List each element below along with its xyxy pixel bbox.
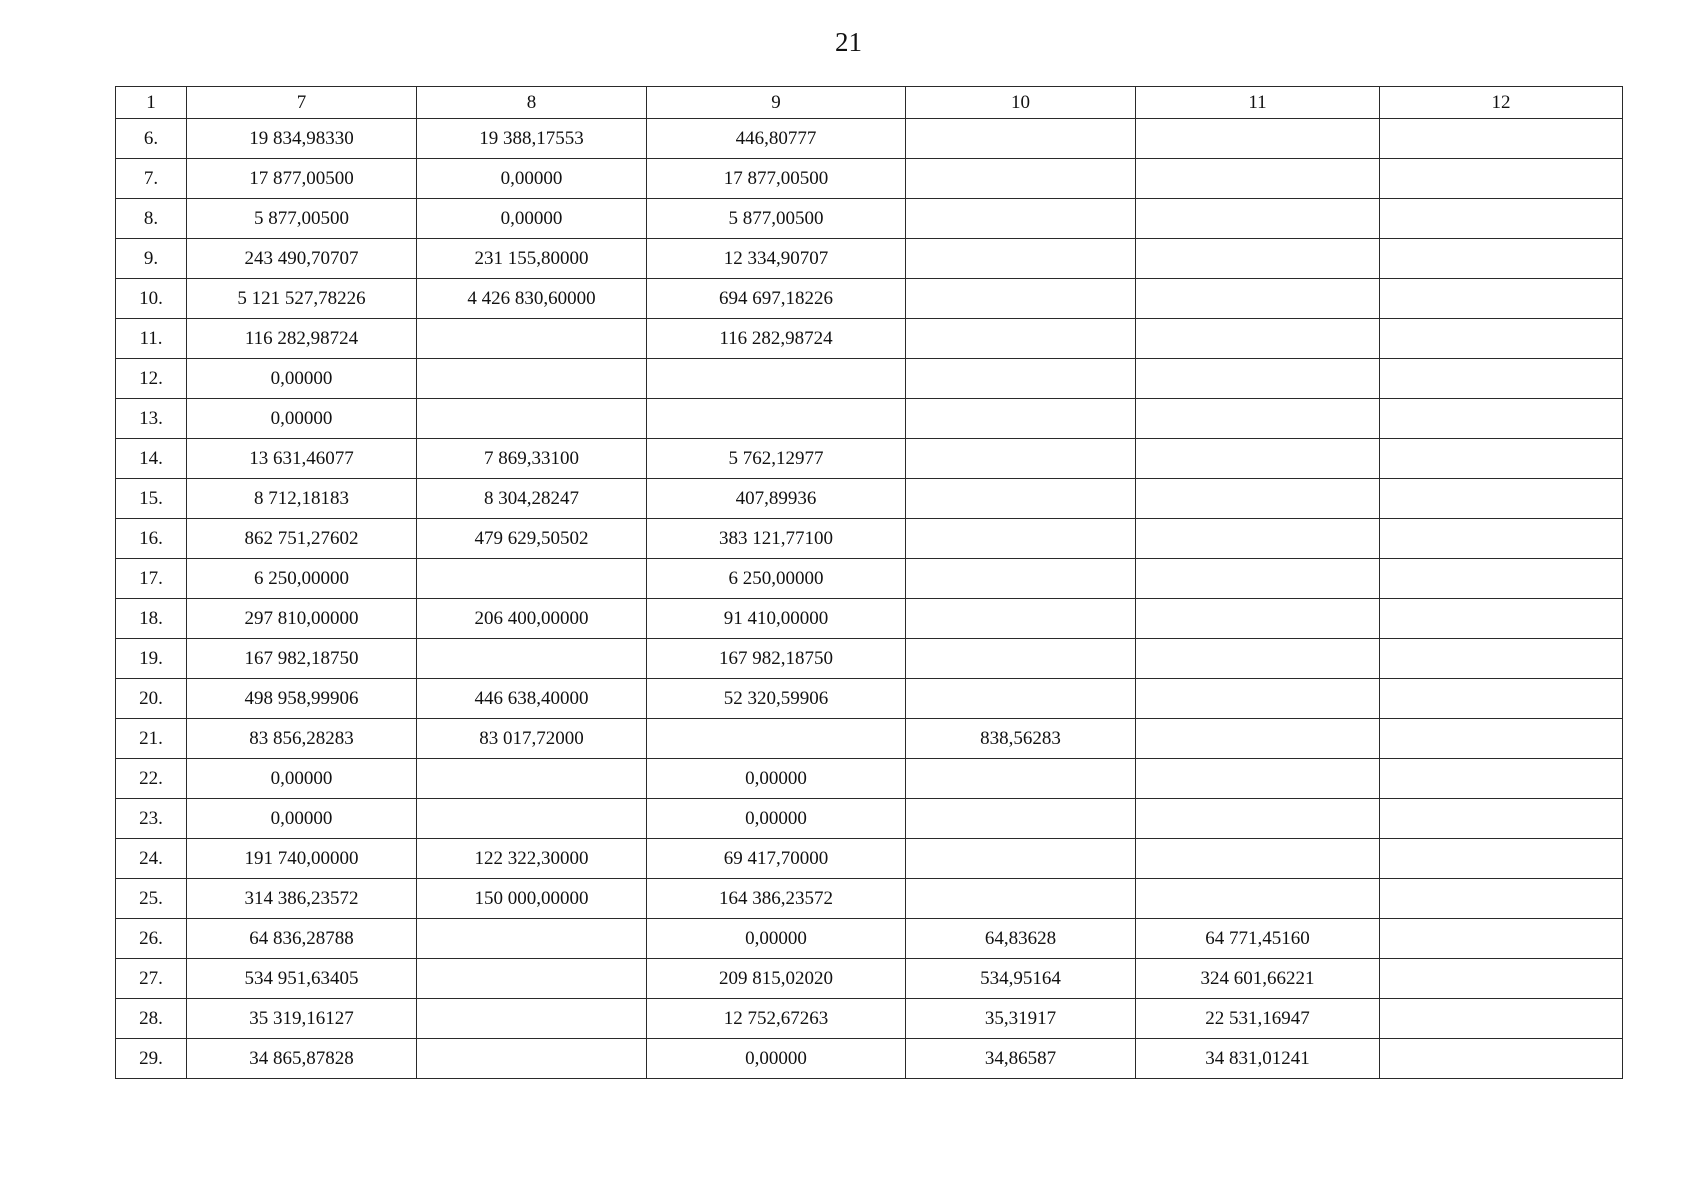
- table-row: [116, 479, 1623, 519]
- table-cell: 116 282,98724: [187, 319, 417, 359]
- table-cell: 13 631,46077: [187, 439, 417, 479]
- table-row: [116, 719, 1623, 759]
- table-cell: 297 810,00000: [187, 599, 417, 639]
- table-cell: 6 250,00000: [647, 559, 906, 599]
- table-cell: 534,95164: [906, 959, 1136, 999]
- table-cell: [906, 279, 1136, 319]
- row-number-cell: 15.: [116, 479, 187, 519]
- row-number-cell: 14.: [116, 439, 187, 479]
- table-row: [116, 999, 1623, 1039]
- table-cell: 314 386,23572: [187, 879, 417, 919]
- table-cell: [1380, 799, 1623, 839]
- table-cell: [417, 359, 647, 399]
- table-row: [116, 959, 1623, 999]
- table-cell: [1380, 399, 1623, 439]
- table-cell: [647, 719, 906, 759]
- table-cell: [417, 799, 647, 839]
- row-number-cell: 10.: [116, 279, 187, 319]
- table-cell: [906, 199, 1136, 239]
- table-cell: 164 386,23572: [647, 879, 906, 919]
- table-cell: 52 320,59906: [647, 679, 906, 719]
- table-cell: 5 762,12977: [647, 439, 906, 479]
- table-cell: [1380, 279, 1623, 319]
- table-cell: [906, 879, 1136, 919]
- table-cell: [1136, 119, 1380, 159]
- table-cell: 243 490,70707: [187, 239, 417, 279]
- table-cell: [1380, 759, 1623, 799]
- table-cell: 0,00000: [417, 159, 647, 199]
- table-cell: [1380, 879, 1623, 919]
- table-cell: 862 751,27602: [187, 519, 417, 559]
- table-cell: 167 982,18750: [647, 639, 906, 679]
- table-cell: [417, 399, 647, 439]
- row-number-cell: 7.: [116, 159, 187, 199]
- table-cell: 34 865,87828: [187, 1039, 417, 1079]
- table-cell: [906, 479, 1136, 519]
- table-cell: [417, 639, 647, 679]
- row-number-cell: 20.: [116, 679, 187, 719]
- table-cell: [1380, 999, 1623, 1039]
- table-cell: 206 400,00000: [417, 599, 647, 639]
- row-number-cell: 28.: [116, 999, 187, 1039]
- row-number-cell: 12.: [116, 359, 187, 399]
- table-row: [116, 239, 1623, 279]
- table-cell: 0,00000: [187, 799, 417, 839]
- table-cell: 0,00000: [187, 399, 417, 439]
- table-cell: [1380, 159, 1623, 199]
- table-row: [116, 1039, 1623, 1079]
- table-cell: 150 000,00000: [417, 879, 647, 919]
- table-cell: [1136, 399, 1380, 439]
- table-cell: [417, 759, 647, 799]
- table-cell: [1380, 919, 1623, 959]
- table-cell: 0,00000: [647, 759, 906, 799]
- column-header: 8: [417, 87, 647, 119]
- table-cell: 838,56283: [906, 719, 1136, 759]
- column-header: 9: [647, 87, 906, 119]
- table-cell: [1380, 959, 1623, 999]
- row-number-cell: 11.: [116, 319, 187, 359]
- table-cell: [1380, 639, 1623, 679]
- table-row: [116, 159, 1623, 199]
- table-row: [116, 559, 1623, 599]
- row-number-cell: 24.: [116, 839, 187, 879]
- row-number-cell: 29.: [116, 1039, 187, 1079]
- table-cell: 64 836,28788: [187, 919, 417, 959]
- table-cell: 5 121 527,78226: [187, 279, 417, 319]
- table-cell: [906, 839, 1136, 879]
- row-number-cell: 26.: [116, 919, 187, 959]
- table-cell: [1380, 599, 1623, 639]
- table-cell: [906, 239, 1136, 279]
- table-cell: [906, 759, 1136, 799]
- table-cell: [647, 359, 906, 399]
- row-number-cell: 9.: [116, 239, 187, 279]
- table-cell: 407,89936: [647, 479, 906, 519]
- table-cell: [647, 399, 906, 439]
- table-row: [116, 599, 1623, 639]
- table-cell: [1136, 479, 1380, 519]
- table-row: [116, 799, 1623, 839]
- table-cell: 383 121,77100: [647, 519, 906, 559]
- table-row: [116, 359, 1623, 399]
- table-row: [116, 879, 1623, 919]
- table-cell: 35 319,16127: [187, 999, 417, 1039]
- table-cell: 191 740,00000: [187, 839, 417, 879]
- table-cell: 0,00000: [647, 799, 906, 839]
- table-cell: 17 877,00500: [187, 159, 417, 199]
- table-row: [116, 839, 1623, 879]
- table-cell: 0,00000: [187, 359, 417, 399]
- table-cell: [417, 959, 647, 999]
- table-cell: 324 601,66221: [1136, 959, 1380, 999]
- row-number-cell: 23.: [116, 799, 187, 839]
- table-cell: [1136, 599, 1380, 639]
- table-cell: [1136, 319, 1380, 359]
- table-row: [116, 439, 1623, 479]
- table-cell: [906, 159, 1136, 199]
- table-cell: [1136, 679, 1380, 719]
- row-number-cell: 8.: [116, 199, 187, 239]
- table-cell: 64 771,45160: [1136, 919, 1380, 959]
- table-cell: [1136, 359, 1380, 399]
- table-cell: 19 388,17553: [417, 119, 647, 159]
- row-number-cell: 16.: [116, 519, 187, 559]
- table-cell: 0,00000: [647, 1039, 906, 1079]
- table-cell: 34 831,01241: [1136, 1039, 1380, 1079]
- table-cell: [1136, 439, 1380, 479]
- table-cell: 8 712,18183: [187, 479, 417, 519]
- table-cell: 446 638,40000: [417, 679, 647, 719]
- table-cell: [1380, 199, 1623, 239]
- table-cell: 498 958,99906: [187, 679, 417, 719]
- table-cell: [1136, 159, 1380, 199]
- table-cell: 12 334,90707: [647, 239, 906, 279]
- table-cell: 4 426 830,60000: [417, 279, 647, 319]
- table-cell: [417, 919, 647, 959]
- table-cell: 83 856,28283: [187, 719, 417, 759]
- table-cell: 231 155,80000: [417, 239, 647, 279]
- table-cell: [1136, 559, 1380, 599]
- table-cell: [1380, 1039, 1623, 1079]
- column-header: 7: [187, 87, 417, 119]
- table-cell: 34,86587: [906, 1039, 1136, 1079]
- table-cell: [417, 1039, 647, 1079]
- table-row: [116, 199, 1623, 239]
- row-number-cell: 27.: [116, 959, 187, 999]
- table-cell: 0,00000: [647, 919, 906, 959]
- table-cell: [906, 119, 1136, 159]
- row-number-cell: 22.: [116, 759, 187, 799]
- table-cell: [1136, 239, 1380, 279]
- table-cell: [906, 439, 1136, 479]
- table-cell: [417, 319, 647, 359]
- table-cell: 122 322,30000: [417, 839, 647, 879]
- table-cell: [1380, 559, 1623, 599]
- table-cell: [1136, 839, 1380, 879]
- table-cell: 0,00000: [187, 759, 417, 799]
- table-cell: 5 877,00500: [647, 199, 906, 239]
- table-cell: [906, 599, 1136, 639]
- header-row: [116, 87, 1623, 119]
- table-cell: [1380, 719, 1623, 759]
- table-cell: 694 697,18226: [647, 279, 906, 319]
- table-cell: [1380, 239, 1623, 279]
- table-cell: [1136, 519, 1380, 559]
- table-cell: 35,31917: [906, 999, 1136, 1039]
- table-body: [116, 87, 1623, 1079]
- table-row: [116, 919, 1623, 959]
- table-cell: 479 629,50502: [417, 519, 647, 559]
- table-cell: [1136, 879, 1380, 919]
- column-header: 11: [1136, 87, 1380, 119]
- table-cell: 5 877,00500: [187, 199, 417, 239]
- row-number-cell: 6.: [116, 119, 187, 159]
- column-header: 10: [906, 87, 1136, 119]
- table-cell: [906, 519, 1136, 559]
- table-cell: [906, 799, 1136, 839]
- column-header: 12: [1380, 87, 1623, 119]
- table-cell: 446,80777: [647, 119, 906, 159]
- table-cell: 6 250,00000: [187, 559, 417, 599]
- table-cell: [1380, 119, 1623, 159]
- table-cell: 91 410,00000: [647, 599, 906, 639]
- table-cell: 64,83628: [906, 919, 1136, 959]
- table-cell: 0,00000: [417, 199, 647, 239]
- table-cell: [906, 559, 1136, 599]
- table-row: [116, 119, 1623, 159]
- table-cell: [1380, 519, 1623, 559]
- table-cell: [906, 639, 1136, 679]
- table-cell: [1136, 759, 1380, 799]
- table-row: [116, 399, 1623, 439]
- table-row: [116, 759, 1623, 799]
- table-cell: [417, 559, 647, 599]
- table-cell: [1136, 199, 1380, 239]
- table-cell: [906, 679, 1136, 719]
- table-cell: [1380, 679, 1623, 719]
- table-cell: 116 282,98724: [647, 319, 906, 359]
- table-cell: 69 417,70000: [647, 839, 906, 879]
- table-cell: [1380, 479, 1623, 519]
- table-cell: 209 815,02020: [647, 959, 906, 999]
- table-cell: [906, 359, 1136, 399]
- row-number-cell: 17.: [116, 559, 187, 599]
- table-cell: 7 869,33100: [417, 439, 647, 479]
- page-number: 21: [835, 27, 862, 57]
- row-number-cell: 13.: [116, 399, 187, 439]
- table-cell: [1136, 719, 1380, 759]
- table-cell: 534 951,63405: [187, 959, 417, 999]
- table-cell: 17 877,00500: [647, 159, 906, 199]
- table-cell: [906, 399, 1136, 439]
- table-cell: [1136, 639, 1380, 679]
- table-cell: [1380, 839, 1623, 879]
- row-number-cell: 21.: [116, 719, 187, 759]
- table-cell: [1136, 799, 1380, 839]
- table-cell: 12 752,67263: [647, 999, 906, 1039]
- table-row: [116, 319, 1623, 359]
- table-row: [116, 519, 1623, 559]
- table-cell: 83 017,72000: [417, 719, 647, 759]
- table-cell: [1136, 279, 1380, 319]
- table-cell: 22 531,16947: [1136, 999, 1380, 1039]
- table-cell: [906, 319, 1136, 359]
- table-cell: 167 982,18750: [187, 639, 417, 679]
- data-table: [115, 86, 1623, 1079]
- row-number-cell: 25.: [116, 879, 187, 919]
- table-cell: 19 834,98330: [187, 119, 417, 159]
- table-cell: [1380, 319, 1623, 359]
- table-row: [116, 639, 1623, 679]
- table-cell: [1380, 359, 1623, 399]
- table-cell: 8 304,28247: [417, 479, 647, 519]
- table-row: [116, 279, 1623, 319]
- column-header: 1: [116, 87, 187, 119]
- row-number-cell: 19.: [116, 639, 187, 679]
- row-number-cell: 18.: [116, 599, 187, 639]
- table-row: [116, 679, 1623, 719]
- table-cell: [1380, 439, 1623, 479]
- table-cell: [417, 999, 647, 1039]
